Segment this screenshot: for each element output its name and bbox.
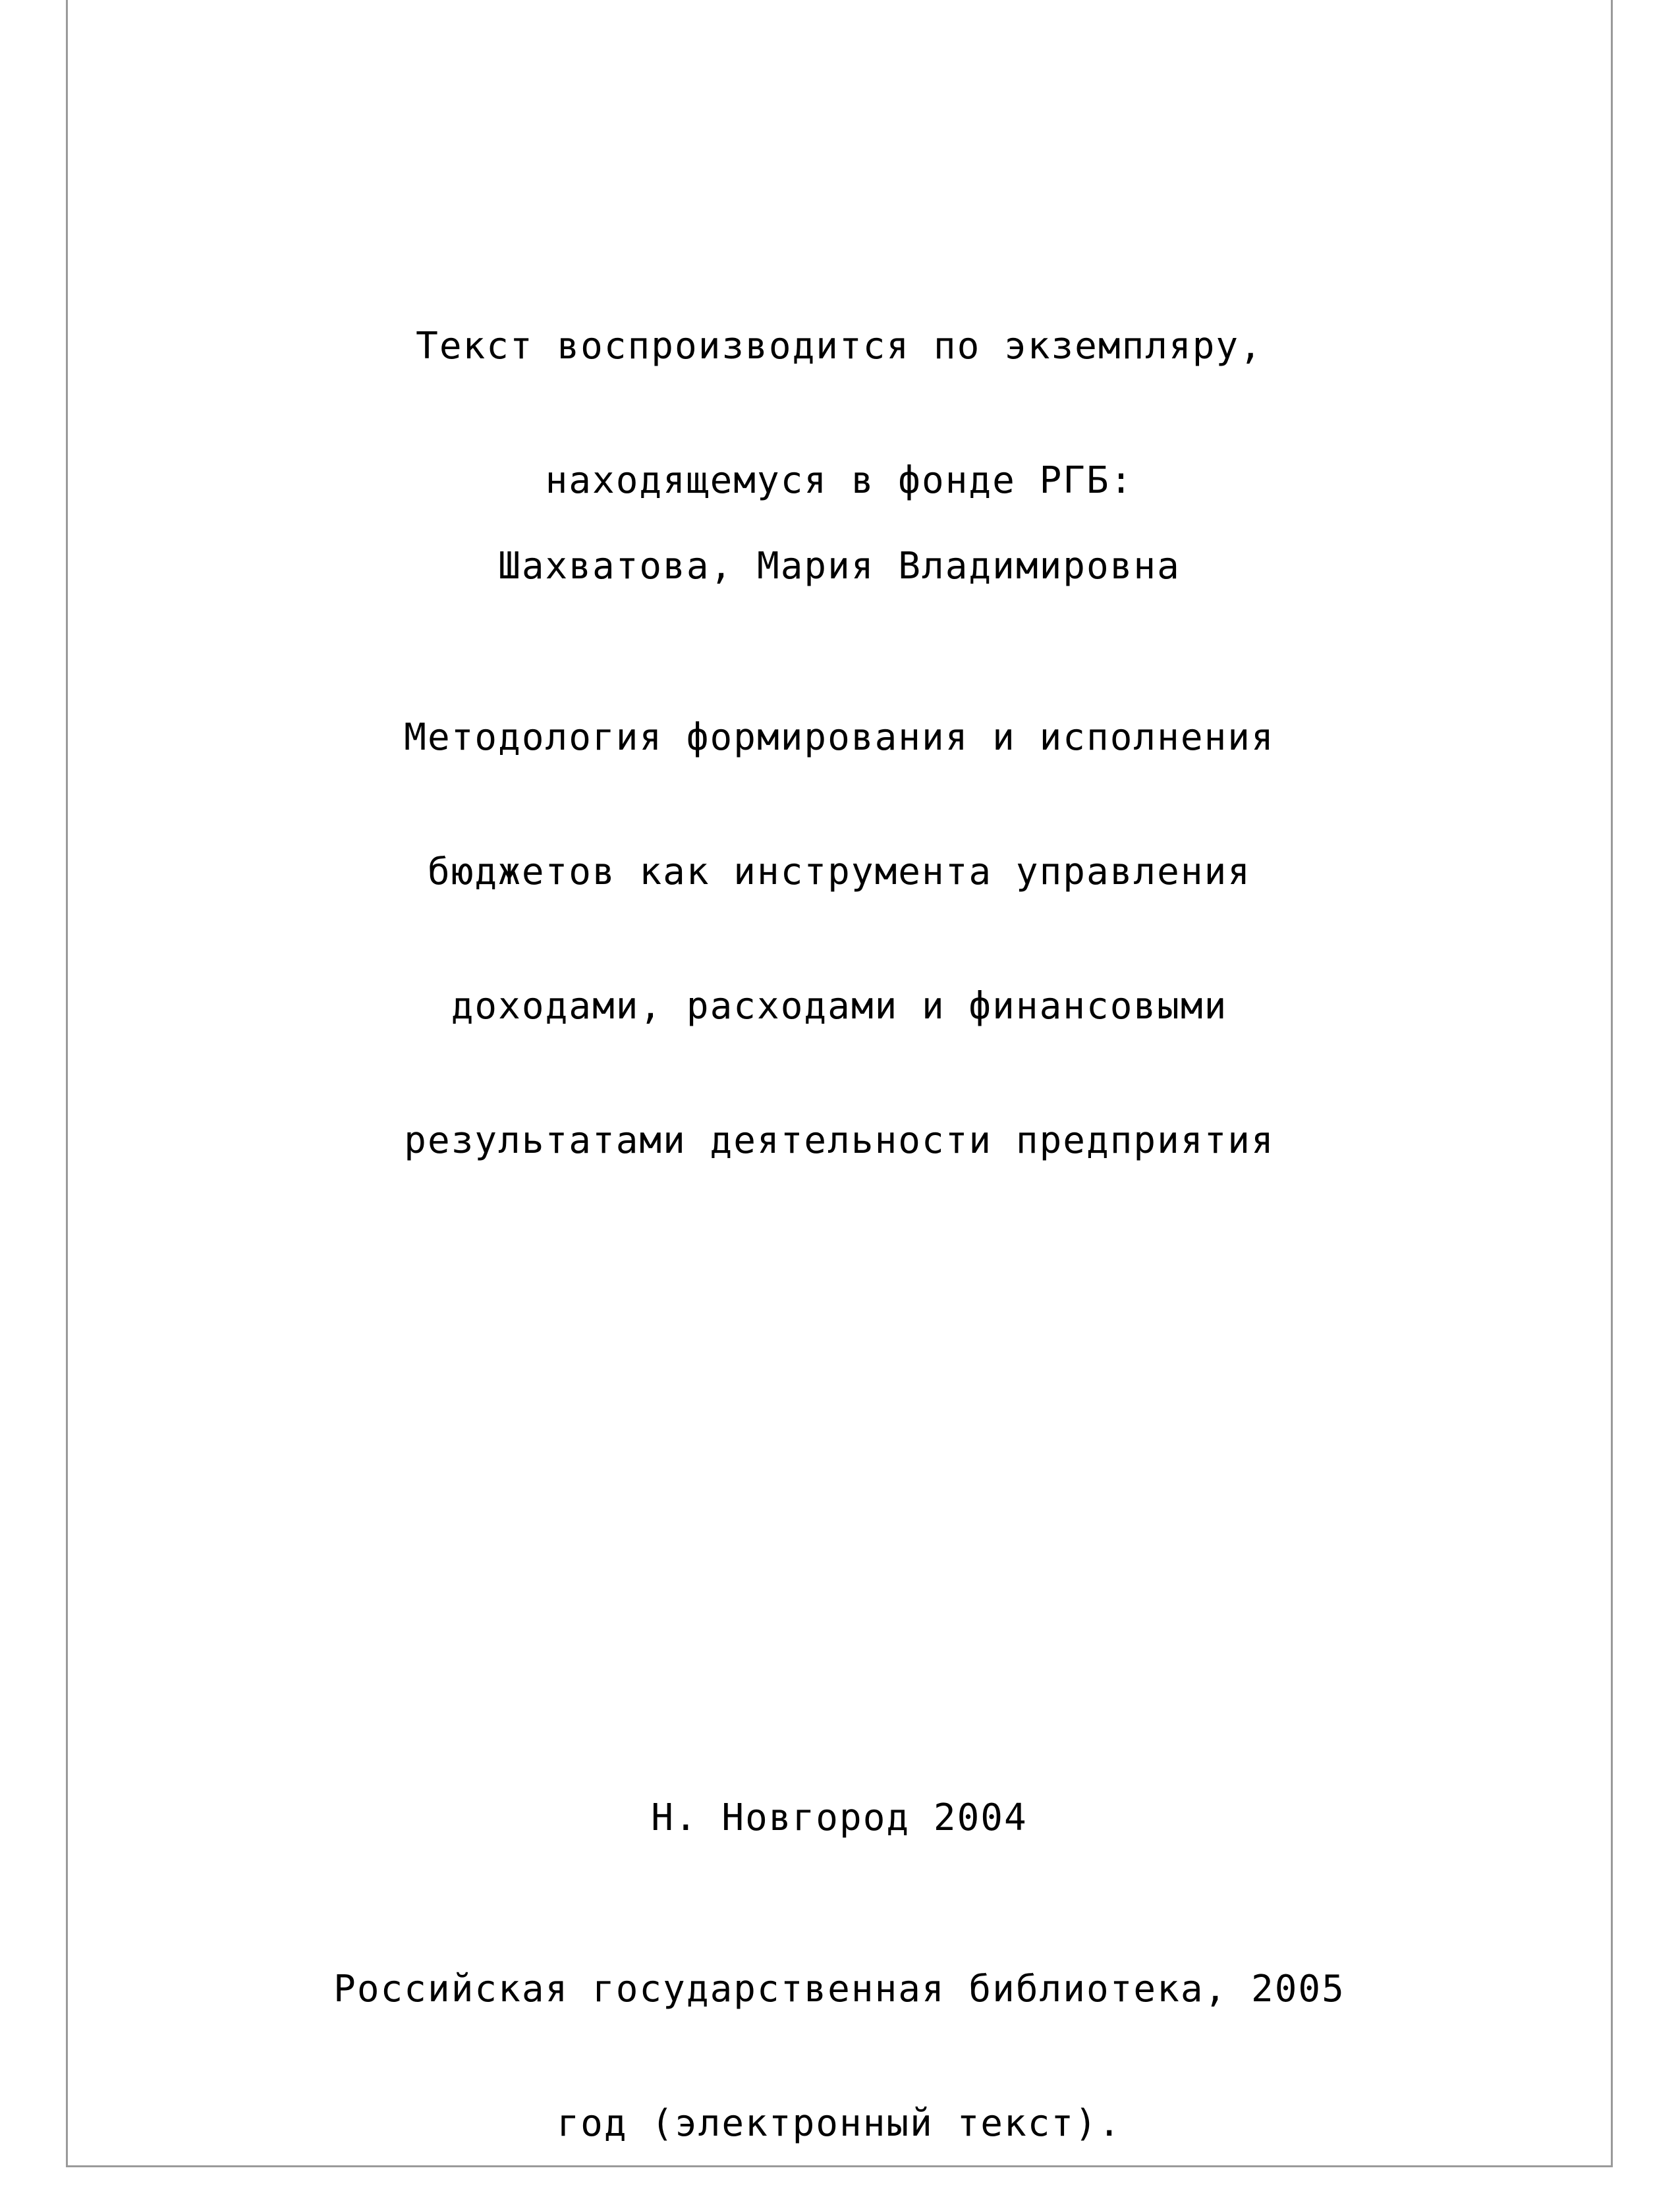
library-note xyxy=(66,1877,1613,2191)
title-line-2: бюджетов как инструмента управления xyxy=(427,850,1252,893)
library-note-line-1: Российская государственная библиотека, 2005 xyxy=(333,1968,1345,2011)
place-year-text: Н. Новгород 2004 xyxy=(651,1796,1028,1839)
author-text: Шахватова, Мария Владимировна xyxy=(498,545,1181,588)
title-line-1: Методология формирования и исполнения xyxy=(404,716,1275,759)
author-name xyxy=(66,455,1613,634)
place-year xyxy=(66,1706,1613,1885)
library-note-line-2: год (электронный текст). xyxy=(557,2102,1122,2145)
title-line-4: результатами деятельности предприятия xyxy=(404,1119,1275,1162)
source-note-line-2: находящемуся в фонде РГБ: xyxy=(545,459,1134,502)
title-line-3: доходами, расходами и финансовыми xyxy=(451,985,1228,1028)
document-title xyxy=(66,626,1613,1208)
source-note-line-1: Текст воспроизводится по экземпляру, xyxy=(416,325,1263,368)
